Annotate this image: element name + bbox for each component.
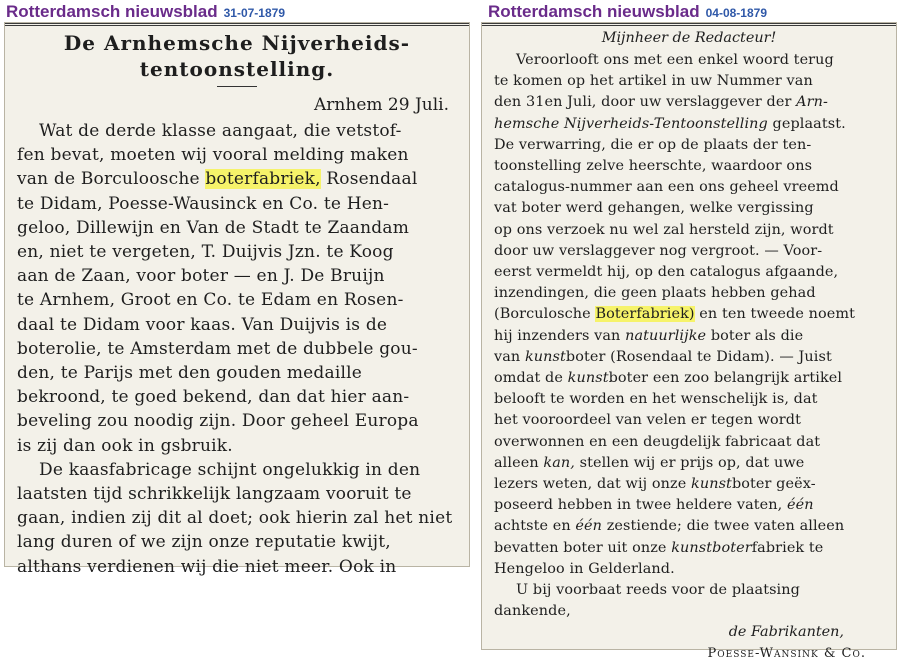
- text-run: den, te Parijs met den gouden medaille: [17, 363, 363, 384]
- text-run: fen bevat, moeten wij vooral melding maken: [17, 145, 409, 166]
- text-line: [494, 283, 886, 304]
- right-source-date: 04-08-1879: [705, 6, 767, 20]
- text-run: overwonnen en een deugdelijk fabricaat dat: [494, 433, 821, 450]
- italic-text: één: [575, 518, 603, 535]
- text-run: geplaatst.: [767, 115, 846, 132]
- text-line: [17, 240, 461, 264]
- text-line: [494, 198, 886, 219]
- text-run: en ten tweede noemt: [694, 306, 855, 323]
- text-run: boter een zoo belangrijk artikel: [608, 370, 843, 387]
- text-run: boter (Rosendaal te Didam). — Juist: [565, 348, 832, 365]
- text-line: [494, 135, 886, 156]
- highlighted-term: boterfabriek,: [205, 169, 321, 190]
- text-line: [494, 92, 886, 113]
- article-dateline: Arnhem 29 Juli.: [314, 95, 449, 115]
- title-line-1: De Arnhemsche Nijverheids-: [63, 31, 411, 55]
- text-run: inzendingen, die geen plaats hebben gehad: [494, 285, 816, 302]
- letter-salutation: Mijnheer de Redacteur!: [601, 30, 777, 46]
- text-run: U bij voorbaat reeds voor de plaatsing: [516, 582, 800, 599]
- text-line: [494, 432, 886, 453]
- title-line-2: tentoonstelling.: [139, 57, 335, 81]
- text-line: [494, 601, 886, 622]
- text-run: het vooroordeel van velen er tegen wordt: [494, 412, 801, 429]
- text-run: achtste en: [494, 518, 576, 535]
- text-run: den 31en Juli, door uw verslaggever der: [494, 94, 797, 111]
- text-line: [494, 220, 886, 241]
- text-run: omdat de: [494, 370, 568, 387]
- text-line: [17, 288, 461, 312]
- right-source-name: Rotterdamsch nieuwsblad: [488, 2, 700, 21]
- text-run: catalogus-nummer aan een ons geheel vreemd: [494, 179, 839, 196]
- text-run: vat boter werd gehangen, welke vergissing: [494, 200, 814, 217]
- text-line: [494, 559, 886, 580]
- left-source-name: Rotterdamsch nieuwsblad: [6, 2, 218, 21]
- text-run: zestiende; die twee vaten alleen: [602, 518, 845, 535]
- text-line: [494, 580, 886, 601]
- italic-text: kunst: [691, 476, 732, 493]
- text-run: dankende,: [494, 603, 571, 620]
- text-line: [17, 167, 461, 191]
- text-run: stellen wij er prijs op, dat uwe: [574, 454, 805, 471]
- text-line: [494, 389, 886, 410]
- text-run: alleen: [494, 454, 544, 471]
- text-run: boterolie, te Amsterdam met de dubbele gou-: [17, 338, 418, 359]
- italic-text: hemsche Nijverheids-Tentoonstelling: [494, 115, 768, 132]
- text-run: Rosendaal: [320, 169, 418, 190]
- text-line: [17, 555, 461, 579]
- italic-text: natuurlijke: [625, 327, 707, 344]
- text-line: [494, 474, 886, 495]
- text-line: [17, 264, 461, 288]
- text-run: gaan, indien zij dit al doet; ook hierin zal het niet: [17, 508, 453, 529]
- text-run: en, niet te vergeten, T. Duijvis Jzn. te Koog: [17, 242, 394, 263]
- text-line: [494, 156, 886, 177]
- text-run: te Arnhem, Groot en Co. te Edam en Rosen-: [17, 290, 404, 311]
- text-run: De verwarring, die er op de plaats der ten-: [494, 136, 812, 153]
- left-clip-header: [6, 2, 285, 22]
- text-line: [494, 326, 886, 347]
- text-run: is zij dan ook in gsbruik.: [17, 435, 233, 456]
- italic-text: kunst: [567, 370, 609, 387]
- text-line: [494, 516, 886, 537]
- text-run: Veroorlooft ons met een enkel woord terug: [516, 52, 834, 68]
- text-line: [494, 50, 886, 71]
- text-line: [17, 434, 461, 458]
- text-run: te Didam, Poesse-Wausinck en Co. te Hen-: [17, 193, 390, 214]
- italic-text: kan,: [543, 454, 575, 471]
- top-rule: [482, 23, 896, 26]
- text-line: [494, 453, 886, 474]
- text-run: Hengeloo in Gelderland.: [494, 560, 675, 577]
- left-source-date: 31-07-1879: [223, 6, 285, 20]
- text-run: van de Borculoosche: [17, 169, 206, 190]
- text-line: [494, 538, 886, 559]
- text-line: [17, 385, 461, 409]
- text-line: [494, 241, 886, 262]
- text-line: [17, 313, 461, 337]
- text-line: [17, 216, 461, 240]
- right-newspaper-clipping: [481, 22, 897, 662]
- text-run: geloo, Dillewijn en Van de Stadt te Zaandam: [17, 217, 410, 238]
- text-run: aan de Zaan, voor boter — en J. De Bruijn: [17, 266, 385, 287]
- italic-text: kunst: [524, 348, 566, 365]
- text-run: eerst vermeldt hij, op den catalogus afgaande,: [494, 264, 839, 281]
- text-run: (Borculosche: [494, 306, 596, 323]
- article-title: [5, 30, 469, 82]
- text-run: De kaasfabricage schijnt ongelukkig in den: [39, 459, 421, 480]
- text-line: [17, 530, 461, 554]
- text-line: [494, 368, 886, 389]
- text-run: althans verdienen wij die niet meer. Ook in: [17, 556, 397, 577]
- text-run: boter als die: [706, 327, 804, 344]
- text-line: [494, 262, 886, 283]
- top-rule: [5, 23, 469, 26]
- italic-text: één: [787, 497, 814, 514]
- text-line: [494, 304, 886, 325]
- italic-text: kunstboter: [671, 539, 752, 556]
- text-run: op ons verzoek nu wel zal hersteld zijn, wordt: [494, 221, 834, 238]
- text-run: Wat de derde klasse aangaat, die vetstof-: [39, 121, 402, 141]
- highlighted-term: Boterfabriek): [595, 306, 695, 323]
- text-run: te komen op het artikel in uw Nummer van: [494, 73, 813, 90]
- text-line: [17, 506, 461, 530]
- text-line: [17, 119, 461, 143]
- left-newspaper-clipping: [4, 22, 470, 577]
- text-line: [494, 71, 886, 92]
- text-line: [494, 177, 886, 198]
- text-run: bekroond, te goed bekend, dan dat hier aan-: [17, 387, 410, 408]
- title-divider: [217, 86, 257, 87]
- left-article-body: [5, 119, 469, 579]
- text-line: [494, 495, 886, 516]
- text-run: hij inzenders van: [494, 327, 626, 344]
- letter-signature: Poesse-Wansink & Co.: [707, 646, 866, 662]
- text-line: [494, 347, 886, 368]
- letter-closing: de Fabrikanten,: [728, 624, 844, 641]
- text-line: [17, 337, 461, 361]
- text-run: toonstelling zelve heerschte, waardoor ons: [494, 158, 813, 175]
- text-run: fabriek te: [751, 539, 824, 556]
- text-line: [17, 409, 461, 433]
- text-line: [17, 458, 461, 482]
- italic-text: Arn-: [796, 94, 828, 111]
- text-line: [494, 410, 886, 431]
- text-run: door uw verslaggever nog vergroot. — Voor-: [494, 242, 823, 259]
- text-run: boter geëx-: [731, 476, 816, 493]
- text-line: [17, 482, 461, 506]
- text-run: lezers weten, dat wij onze: [494, 476, 692, 493]
- right-clip-header: [488, 2, 767, 22]
- text-run: beveling zou noodig zijn. Door geheel Europa: [17, 411, 419, 432]
- text-run: belooft te worden en het wenschelijk is, dat: [494, 391, 818, 408]
- text-run: van: [494, 348, 525, 365]
- text-line: [17, 192, 461, 216]
- text-line: [17, 143, 461, 167]
- text-run: bevatten boter uit onze: [494, 539, 672, 556]
- text-run: poseerd hebben in twee heldere vaten,: [494, 497, 787, 514]
- text-line: [17, 361, 461, 385]
- text-run: daal te Didam voor kaas. Van Duijvis is de: [17, 314, 388, 335]
- text-line: [494, 114, 886, 135]
- right-letter-body: [482, 50, 896, 622]
- text-run: lang duren of we zijn onze reputatie kwijt,: [17, 532, 391, 553]
- text-run: laatsten tijd schrikkelijk langzaam vooruit te: [17, 484, 412, 505]
